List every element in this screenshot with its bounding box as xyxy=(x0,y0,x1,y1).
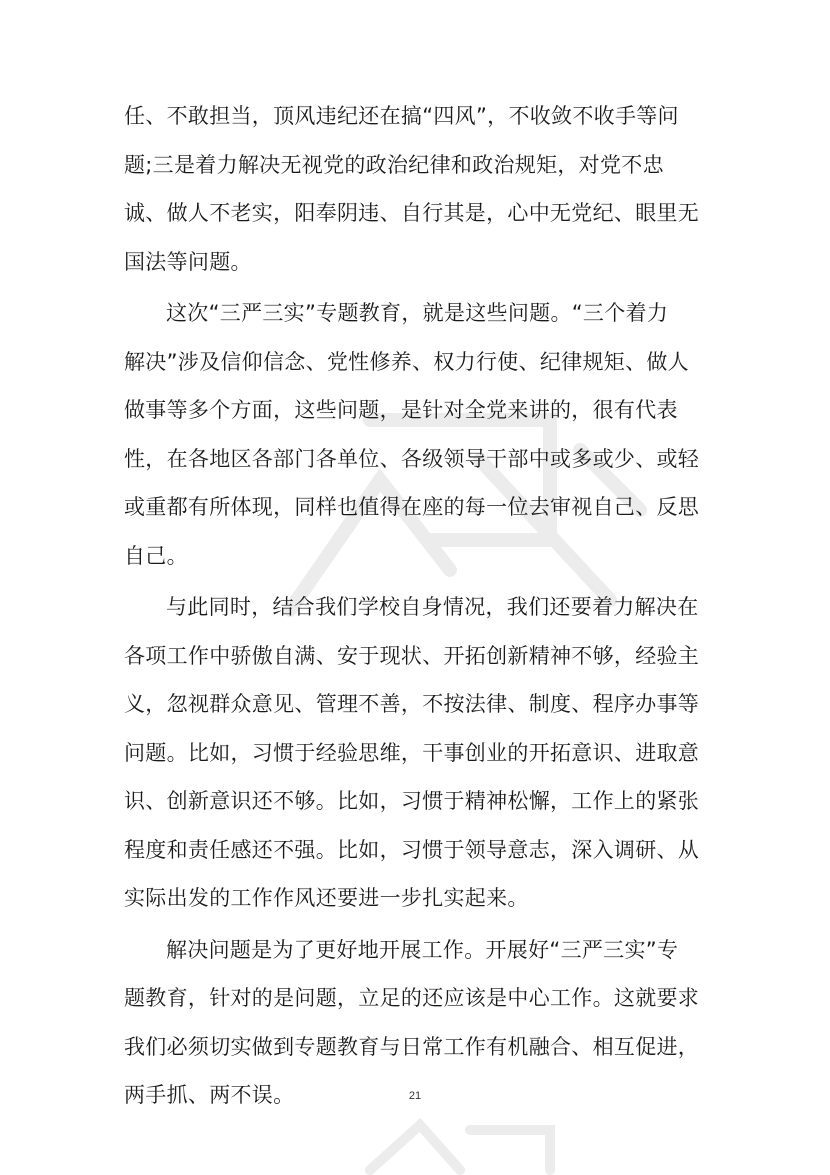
text-line: 程度和责任感还不强。比如，习惯于领导意志，深入调研、从 xyxy=(124,837,700,862)
page-number: 21 xyxy=(408,1090,422,1102)
text-line: 题;三是着力解决无视党的政治纪律和政治规矩，对党不忠 xyxy=(124,152,664,177)
text-line: 与此同时，结合我们学校自身情况，我们还要着力解决在 xyxy=(166,595,699,619)
text-line: 我们必须切实做到专题教育与日常工作有机融合、相互促进， xyxy=(124,1034,700,1059)
paragraph xyxy=(124,299,708,570)
text-line: 解决”涉及信仰信念、党性修养、权力行使、纪律规矩、做人 xyxy=(124,349,689,374)
body-text xyxy=(124,102,708,1130)
text-line: 诚、做人不老实，阳奉阴违、自行其是，心中无党纪、眼里无 xyxy=(124,201,700,225)
paragraph xyxy=(124,593,708,912)
text-line: 国法等问题。 xyxy=(124,249,252,274)
text-line: 各项工作中骄傲自满、安于现状、开拓创新精神不够，经验主 xyxy=(124,643,700,668)
text-line: 做事等多个方面，这些问题，是针对全党来讲的，很有代表 xyxy=(124,398,678,422)
text-line: 题教育，针对的是问题，立足的还应该是中心工作。这就要求 xyxy=(124,986,700,1010)
paragraph xyxy=(124,102,708,276)
text-line: 任、不敢担当，顶风违纪还在搞“四风”，不收敛不收手等问 xyxy=(124,104,679,128)
text-line: 两手抓、两不误。 xyxy=(124,1083,295,1107)
text-line: 性，在各地区各部门各单位、各级领导干部中或多或少、或轻 xyxy=(124,446,700,471)
text-line: 识、创新意识还不够。比如，习惯于精神松懈，工作上的紧张 xyxy=(124,789,700,813)
text-line: 解决问题是为了更好地开展工作。开展好“三严三实”专 xyxy=(166,937,679,962)
text-line: 或重都有所体现，同样也值得在座的每一位去审视自己、反思 xyxy=(124,495,700,519)
paragraph xyxy=(124,936,708,1110)
text-line: 这次“三严三实”专题教育，就是这些问题。“三个着力 xyxy=(166,301,669,325)
text-line: 自己。 xyxy=(124,543,188,568)
text-line: 问题。比如，习惯于经验思维，干事创业的开拓意识、进取意 xyxy=(124,740,700,765)
text-line: 义，忽视群众意见、管理不善，不按法律、制度、程序办事等 xyxy=(124,692,700,716)
text-line: 实际出发的工作作风还要进一步扎实起来。 xyxy=(124,886,529,910)
